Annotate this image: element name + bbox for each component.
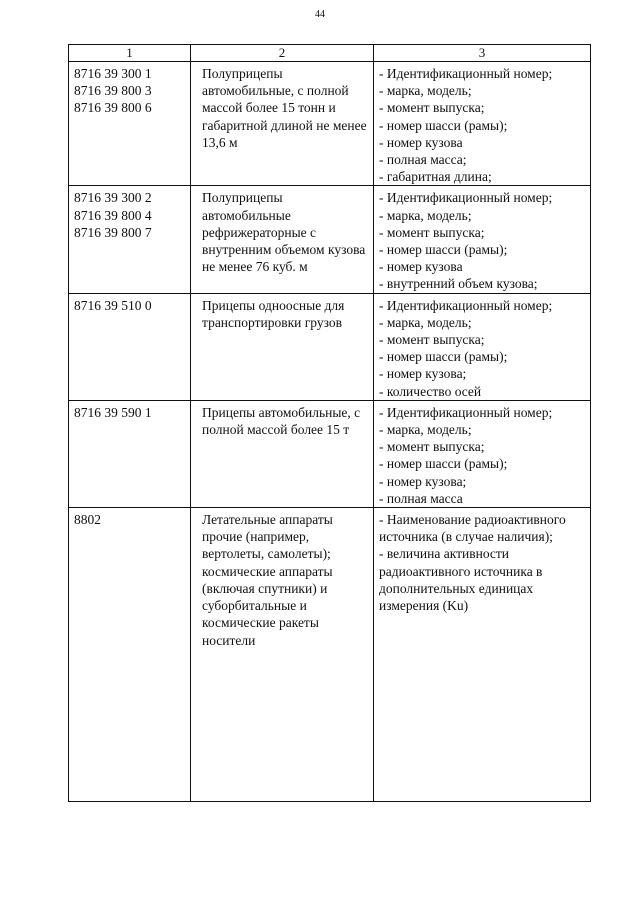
attribute-item: - величина активности радиоактивного источника в дополнительных единицах измерения (Ku) [379,546,543,614]
attribute-item: - полная масса; [379,152,467,168]
table-row [69,62,591,186]
attribute-item: - марка, модель; [379,83,472,99]
goods-name: Прицепы одноосные для транспортировки грузов [202,297,345,330]
goods-name: Полуприцепы автомобильные рефрижераторные с внутренним объемом кузова не менее 76 куб. м [202,190,366,275]
column-header-3: 3 [374,45,591,62]
attribute-item: - Идентификационный номер; [379,190,553,206]
goods-name: Полуприцепы автомобильные, с полной массой более 15 тонн и габаритной длиной не менее 13,6 м [202,66,367,150]
tn-ved-codes-cell [69,508,191,802]
attribute-item: - номер кузова [379,134,463,150]
table-row [69,400,591,507]
attribute-item: - номер кузова [379,259,463,275]
attribute-item: - момент выпуска; [379,100,485,116]
tn-ved-codes-cell [69,186,191,293]
table-row [69,186,591,293]
goods-name-cell [191,293,374,400]
attribute-item: - номер кузова; [379,473,467,489]
attributes-cell [374,293,591,400]
tn-ved-code: 8716 39 800 7 [74,224,152,240]
table-row [69,508,591,802]
goods-name: Прицепы автомобильные, с полной массой более 15 т [202,404,361,438]
tn-ved-code: 8716 39 800 3 [74,83,152,99]
tn-ved-code: 8716 39 300 1 [74,66,152,81]
attribute-item: - Идентификационный номер; [379,404,553,420]
column-header-1: 1 [69,45,191,62]
attribute-item: - номер шасси (рамы); [379,349,508,365]
attribute-item: - марка, модель; [379,422,472,438]
attribute-item: - полная масса [379,490,463,506]
tn-ved-code: 8716 39 800 6 [74,100,152,116]
goods-name-cell [191,186,374,293]
goods-name-cell [191,508,374,802]
attribute-item: - Идентификационный номер; [379,297,553,313]
tn-ved-codes-cell [69,400,191,507]
column-header-2: 2 [191,45,374,62]
attribute-item: - Наименование радиоактивного источника (в случае наличия); [379,512,566,545]
attributes-cell [374,186,591,293]
attribute-item: - марка, модель; [379,207,472,223]
tn-ved-code: 8716 39 510 0 [74,297,152,313]
attribute-item: - момент выпуска; [379,439,485,455]
attribute-item: - габаритная длина; [379,169,492,185]
attributes-cell [374,400,591,507]
attribute-item: - Идентификационный номер; [379,66,553,81]
attribute-item: - номер кузова; [379,366,467,382]
tn-ved-code: 8802 [74,512,101,528]
attribute-item: - номер шасси (рамы); [379,456,508,472]
document-table [68,44,591,802]
attribute-item: - марка, модель; [379,314,472,330]
page-number: 44 [315,9,325,20]
table-row [69,293,591,400]
tn-ved-codes-cell [69,293,191,400]
attribute-item: - момент выпуска; [379,224,485,240]
tn-ved-code: 8716 39 800 4 [74,207,152,223]
attribute-item: - внутренний объем кузова; [379,276,538,292]
goods-name-cell [191,400,374,507]
goods-name-cell [191,62,374,186]
goods-name: Летательные аппараты прочие (например, вертолеты, самолеты); космические аппараты (включая спутники) и суборбитальные и космические ракеты носители [202,512,333,648]
tn-ved-code: 8716 39 590 1 [74,404,152,420]
attributes-cell [374,62,591,186]
attribute-item: - момент выпуска; [379,332,485,348]
table-header-row [69,45,591,62]
attribute-item: - номер шасси (рамы); [379,117,508,133]
attribute-item: - количество осей [379,383,482,399]
attributes-cell [374,508,591,802]
tn-ved-codes-cell [69,62,191,186]
tn-ved-code: 8716 39 300 2 [74,190,152,206]
attribute-item: - номер шасси (рамы); [379,242,508,258]
